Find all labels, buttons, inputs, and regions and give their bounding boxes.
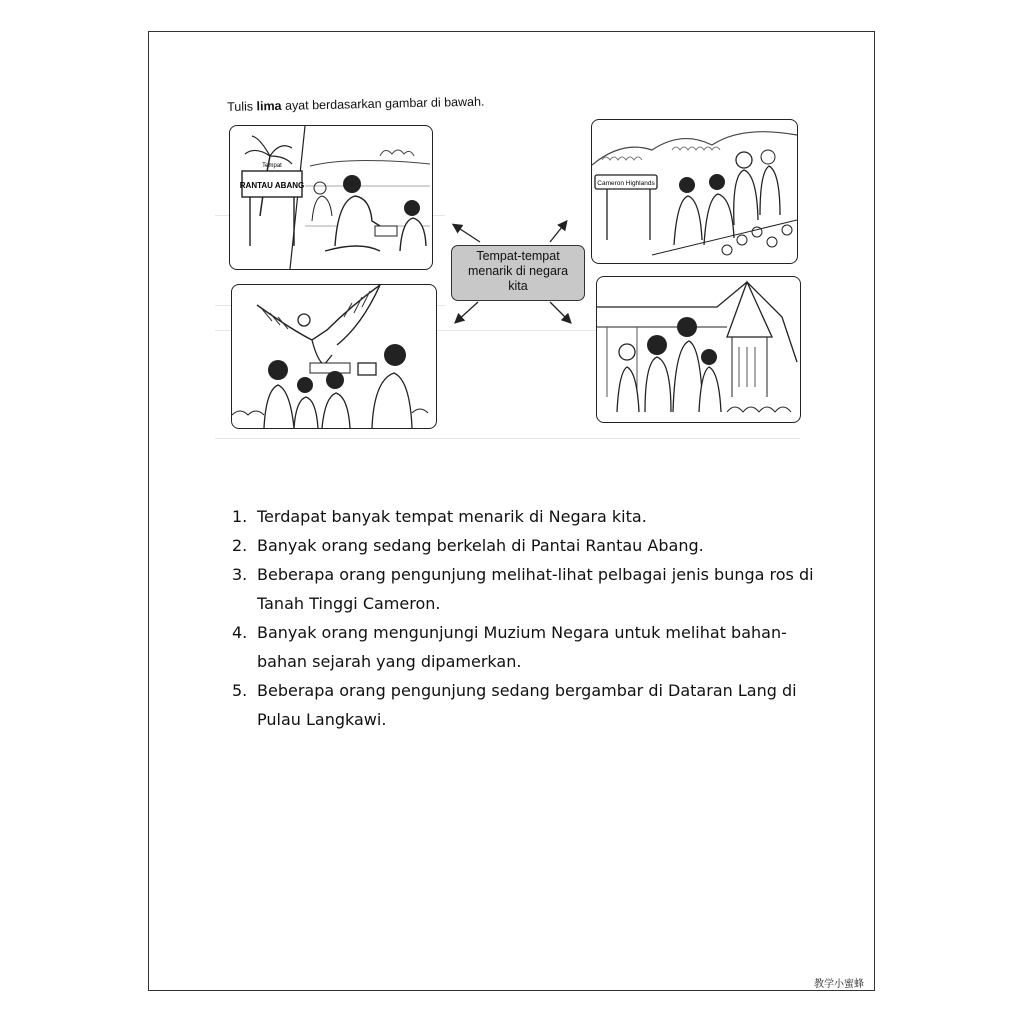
picture-beach-picnic bbox=[229, 125, 433, 270]
answer-number: 5. bbox=[232, 681, 248, 700]
answer-item bbox=[232, 560, 832, 618]
answer-text: Terdapat banyak tempat menarik di Negara kita. bbox=[257, 507, 647, 526]
ruled-line bbox=[215, 438, 800, 439]
bubble-line-2: menarik di negara bbox=[467, 264, 569, 278]
picture-cameron-highlands bbox=[591, 119, 798, 264]
arrow-to-museum bbox=[550, 302, 570, 322]
answer-number: 1. bbox=[232, 507, 248, 526]
answer-item bbox=[232, 502, 832, 531]
answer-text: Beberapa orang pengunjung melihat-lihat pelbagai jenis bunga ros di Tanah Tinggi Cameron. bbox=[257, 565, 814, 613]
answer-item bbox=[232, 531, 832, 560]
picture-national-museum bbox=[596, 276, 801, 423]
answer-text: Banyak orang mengunjungi Muzium Negara untuk melihat bahan-bahan sejarah yang dipamerkan. bbox=[257, 623, 787, 671]
eagle-illustration bbox=[232, 285, 436, 428]
arrow-to-highlands bbox=[550, 222, 566, 242]
highlands-illustration bbox=[592, 120, 797, 263]
picture-eagle-square bbox=[231, 284, 437, 429]
arrow-to-beach bbox=[454, 225, 480, 242]
museum-illustration bbox=[597, 277, 800, 422]
answer-number: 2. bbox=[232, 536, 248, 555]
answer-number: 4. bbox=[232, 623, 248, 642]
answer-list bbox=[232, 502, 832, 734]
answer-number: 3. bbox=[232, 565, 248, 584]
answer-text: Banyak orang sedang berkelah di Pantai Rantau Abang. bbox=[257, 536, 704, 555]
bubble-line-3: kita bbox=[508, 279, 528, 293]
answer-text: Beberapa orang pengunjung sedang bergambar di Dataran Lang di Pulau Langkawi. bbox=[257, 681, 797, 729]
bubble-line-1: Tempat-tempat bbox=[476, 249, 560, 263]
beach-sign-top-text: Tempat bbox=[262, 163, 282, 169]
answer-item bbox=[232, 676, 832, 734]
watermark-text: 教学小蜜蜂 bbox=[814, 979, 864, 990]
beach-illustration bbox=[230, 126, 432, 269]
instruction-text: Tulis lima ayat berdasarkan gambar di bawah. bbox=[227, 94, 485, 114]
beach-sign-text: RANTAU ABANG bbox=[239, 181, 305, 190]
answer-item bbox=[232, 618, 832, 676]
center-topic-bubble bbox=[451, 245, 585, 301]
arrow-to-eagle bbox=[456, 302, 478, 322]
instruction-bold-word: lima bbox=[256, 98, 282, 114]
highlands-sign-text: Cameron Highlands bbox=[597, 180, 655, 187]
